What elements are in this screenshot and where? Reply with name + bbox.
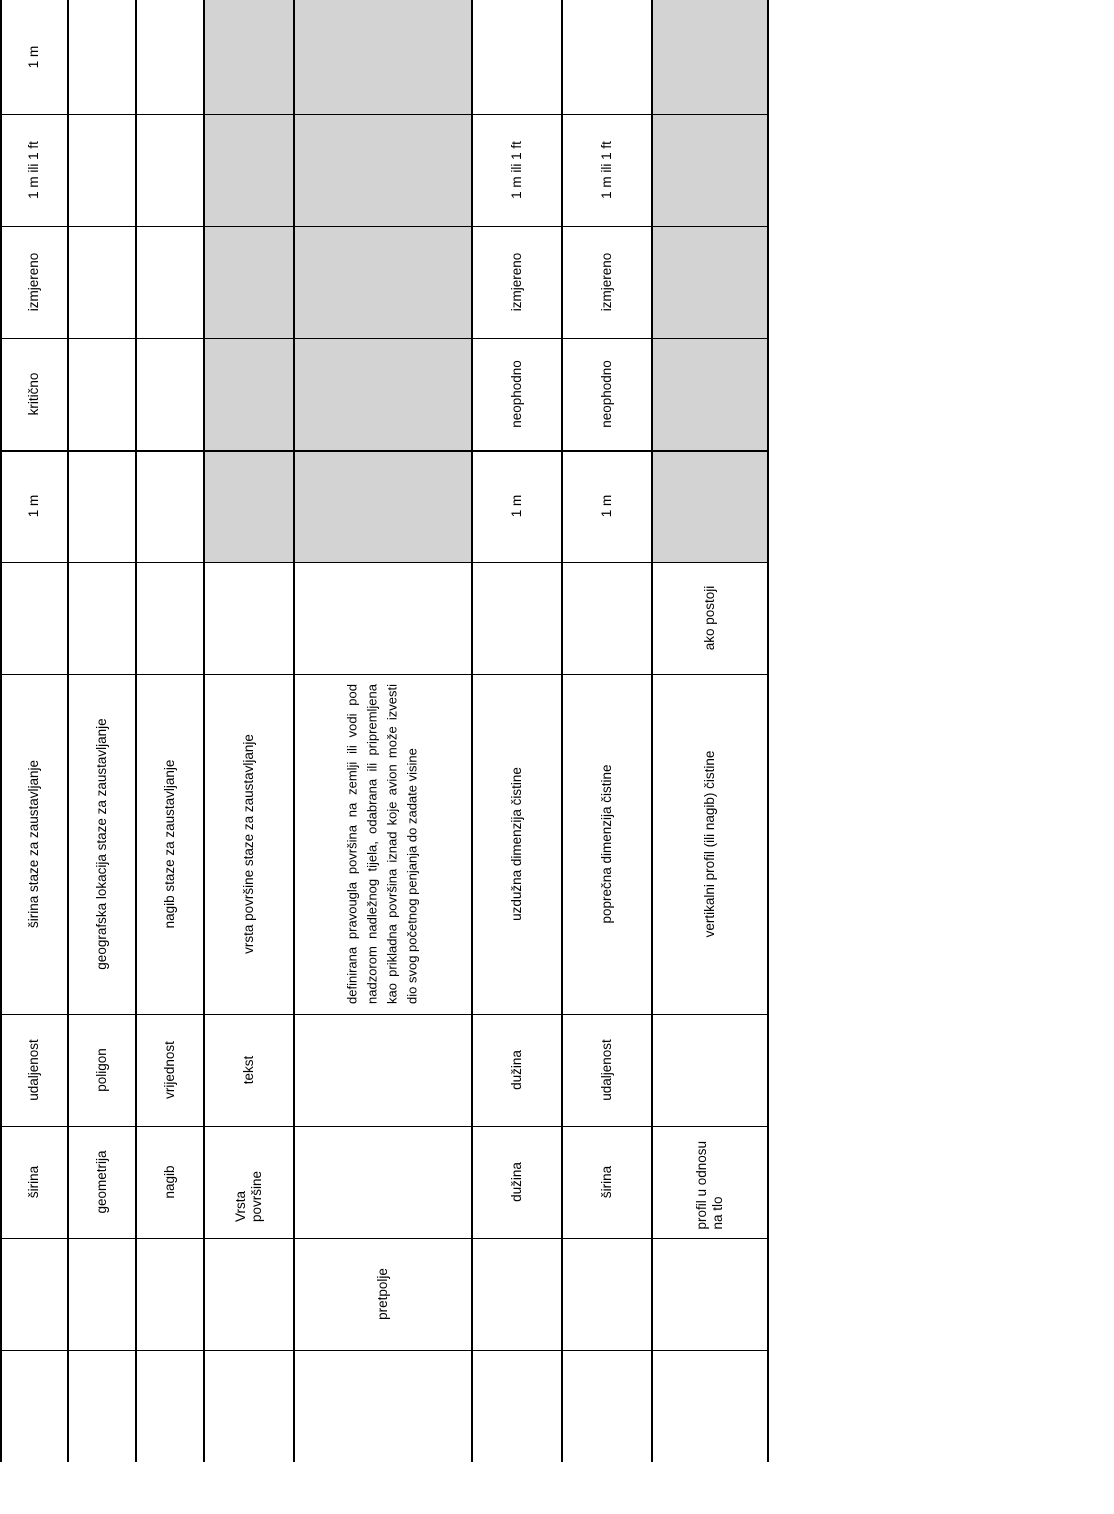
- cell-text: 1 m ili 1 ft: [598, 141, 614, 199]
- table-cell-chart-resolution: [294, 0, 472, 114]
- table-cell-index: [0, 1350, 68, 1462]
- cell-text: vrsta površine staze za zaustavljanje: [240, 734, 256, 954]
- grid-line: [0, 338, 768, 339]
- grid-line: [67, 0, 69, 1462]
- grid-line: [203, 0, 205, 1462]
- table-cell-group: [68, 1238, 136, 1350]
- table-cell-accuracy: [294, 450, 472, 562]
- table-cell-publication-resolution: [472, 114, 562, 226]
- table-cell-accuracy: [68, 450, 136, 562]
- table-cell-orig-type: [204, 226, 294, 338]
- grid-line: [0, 226, 768, 227]
- table-cell-chart-resolution: [136, 0, 204, 114]
- table-cell-note: [0, 562, 68, 674]
- table-cell-accuracy: [562, 450, 652, 562]
- cell-text: izmjereno: [508, 252, 524, 312]
- table-cell-integrity: [472, 338, 562, 450]
- table-cell-index: [472, 1350, 562, 1462]
- grid-line: [0, 562, 768, 563]
- table-cell-integrity: [204, 338, 294, 450]
- cell-text: poligon: [93, 1048, 109, 1092]
- table-cell-description: [652, 674, 768, 1014]
- table-cell-accuracy: [136, 450, 204, 562]
- table-cell-note: [652, 562, 768, 674]
- table-cell-integrity: [294, 338, 472, 450]
- cell-text: nagib staze za zaustavljanje: [161, 759, 177, 929]
- cell-text: geografska lokacija staze za zaustavljanje: [93, 718, 109, 970]
- table-cell-publication-resolution: [68, 114, 136, 226]
- table-cell-data-type: [652, 1014, 768, 1126]
- grid-line: [0, 1014, 768, 1015]
- table-cell-property: [204, 1126, 294, 1238]
- table-cell-integrity: [0, 338, 68, 450]
- table-cell-chart-resolution: [68, 0, 136, 114]
- table-cell-note: [68, 562, 136, 674]
- table-cell-chart-resolution: [652, 0, 768, 114]
- table-cell-chart-resolution: [0, 0, 68, 114]
- cell-text: Vrsta površine: [232, 1170, 264, 1222]
- table-cell-integrity: [136, 338, 204, 450]
- grid-line: [0, 674, 768, 675]
- table-cell-group: [652, 1238, 768, 1350]
- table-cell-index: [136, 1350, 204, 1462]
- table-cell-publication-resolution: [204, 114, 294, 226]
- cell-text: 1 m: [598, 494, 614, 518]
- table-cell-accuracy: [204, 450, 294, 562]
- table-cell-description: [68, 674, 136, 1014]
- table-cell-orig-type: [68, 226, 136, 338]
- table-cell-publication-resolution: [294, 114, 472, 226]
- cell-text: izmjereno: [598, 252, 614, 312]
- grid-line: [0, 450, 768, 452]
- table-cell-description: [294, 674, 472, 1014]
- table-cell-property: [136, 1126, 204, 1238]
- table-cell-accuracy: [0, 450, 68, 562]
- grid-line: [0, 1126, 768, 1127]
- cell-text: vrijednost: [161, 1041, 177, 1099]
- table-cell-property: [652, 1126, 768, 1238]
- table-cell-data-type: [562, 1014, 652, 1126]
- table-cell-index: [68, 1350, 136, 1462]
- table-cell-note: [294, 562, 472, 674]
- cell-text: neophodno: [508, 360, 524, 428]
- table-cell-group: [0, 1238, 68, 1350]
- grid-line: [767, 0, 769, 1462]
- grid-line: [0, 1238, 768, 1239]
- grid-line: [0, 114, 768, 115]
- cell-text: poprečna dimenzija čistine: [598, 764, 614, 924]
- cell-text: širina: [25, 1165, 41, 1199]
- cell-text: 1 m ili 1 ft: [508, 141, 524, 199]
- table-cell-integrity: [562, 338, 652, 450]
- table-cell-description: [472, 674, 562, 1014]
- table-cell-orig-type: [652, 226, 768, 338]
- table-cell-data-type: [136, 1014, 204, 1126]
- cell-text: tekst: [240, 1055, 256, 1085]
- cell-text: izmjereno: [25, 252, 41, 312]
- cell-text: udaljenost: [598, 1039, 614, 1101]
- grid-line: [561, 0, 563, 1462]
- cell-text: kritično: [25, 372, 41, 416]
- table-cell-publication-resolution: [0, 114, 68, 226]
- table-cell-note: [136, 562, 204, 674]
- grid-line: [471, 0, 473, 1462]
- table-cell-group: [472, 1238, 562, 1350]
- table-cell-note: [562, 562, 652, 674]
- table-cell-index: [652, 1350, 768, 1462]
- table-cell-accuracy: [652, 450, 768, 562]
- table-cell-index: [294, 1350, 472, 1462]
- table-cell-description: [204, 674, 294, 1014]
- table-cell-property: [472, 1126, 562, 1238]
- table-cell-description: [136, 674, 204, 1014]
- table-cell-note: [472, 562, 562, 674]
- grid-line: [293, 0, 295, 1462]
- table-cell-chart-resolution: [472, 0, 562, 114]
- cell-text: 1 m: [508, 494, 524, 518]
- table-cell-data-type: [472, 1014, 562, 1126]
- table-cell-index: [204, 1350, 294, 1462]
- cell-text: 1 m ili 1 ft: [25, 141, 41, 199]
- table-cell-orig-type: [294, 226, 472, 338]
- table-cell-chart-resolution: [204, 0, 294, 114]
- table-cell-chart-resolution: [562, 0, 652, 114]
- table-cell-description: [0, 674, 68, 1014]
- table-cell-orig-type: [472, 226, 562, 338]
- cell-text: uzdužna dimenzija čistine: [508, 767, 524, 921]
- grid-line: [651, 0, 653, 1462]
- table-cell-note: [204, 562, 294, 674]
- table-cell-data-type: [68, 1014, 136, 1126]
- table-cell-property: [68, 1126, 136, 1238]
- table-cell-description: [562, 674, 652, 1014]
- cell-text: geometrija: [93, 1150, 109, 1214]
- table-cell-group: [562, 1238, 652, 1350]
- table-cell-orig-type: [0, 226, 68, 338]
- table-cell-accuracy: [472, 450, 562, 562]
- cell-text: dužina: [508, 1162, 524, 1202]
- table-cell-property: [0, 1126, 68, 1238]
- table-cell-integrity: [68, 338, 136, 450]
- cell-text: definirana pravougla površina na zemlji ili vodi pod nadzorom nadležnog tijela, odabrana ili pripremljena kao prikladna površina iznad koje avion može izvesti dio svog početnog penjanja do zadate visine: [344, 684, 421, 1004]
- cell-text: širina: [598, 1165, 614, 1199]
- table-cell-group: [294, 1238, 472, 1350]
- table-cell-publication-resolution: [136, 114, 204, 226]
- cell-text: širina staze za zaustavljanje: [25, 759, 41, 929]
- table-cell-property: [562, 1126, 652, 1238]
- table-cell-publication-resolution: [652, 114, 768, 226]
- cell-text: profil u odnosu na tlo: [693, 1140, 725, 1230]
- grid-line: [135, 0, 137, 1462]
- grid-line: [0, 0, 2, 1462]
- cell-text: 1 m: [25, 45, 41, 69]
- cell-text: udaljenost: [25, 1039, 41, 1101]
- table-cell-integrity: [652, 338, 768, 450]
- table-cell-index: [562, 1350, 652, 1462]
- table-cell-data-type: [0, 1014, 68, 1126]
- table-cell-group: [136, 1238, 204, 1350]
- cell-text: 1 m: [25, 494, 41, 518]
- table-cell-publication-resolution: [562, 114, 652, 226]
- grid-line: [0, 1350, 768, 1351]
- table-cell-orig-type: [136, 226, 204, 338]
- table-cell-property: [294, 1126, 472, 1238]
- table-cell-group: [204, 1238, 294, 1350]
- cell-text: dužina: [508, 1050, 524, 1090]
- cell-text: ako postoji: [701, 585, 717, 651]
- table-cell-data-type: [204, 1014, 294, 1126]
- cell-text: pretpolje: [374, 1268, 390, 1320]
- table-cell-data-type: [294, 1014, 472, 1126]
- cell-text: nagib: [161, 1165, 177, 1199]
- cell-text: vertikalni profil (ili nagib) čistine: [701, 750, 717, 938]
- cell-text: neophodno: [598, 360, 614, 428]
- table-cell-orig-type: [562, 226, 652, 338]
